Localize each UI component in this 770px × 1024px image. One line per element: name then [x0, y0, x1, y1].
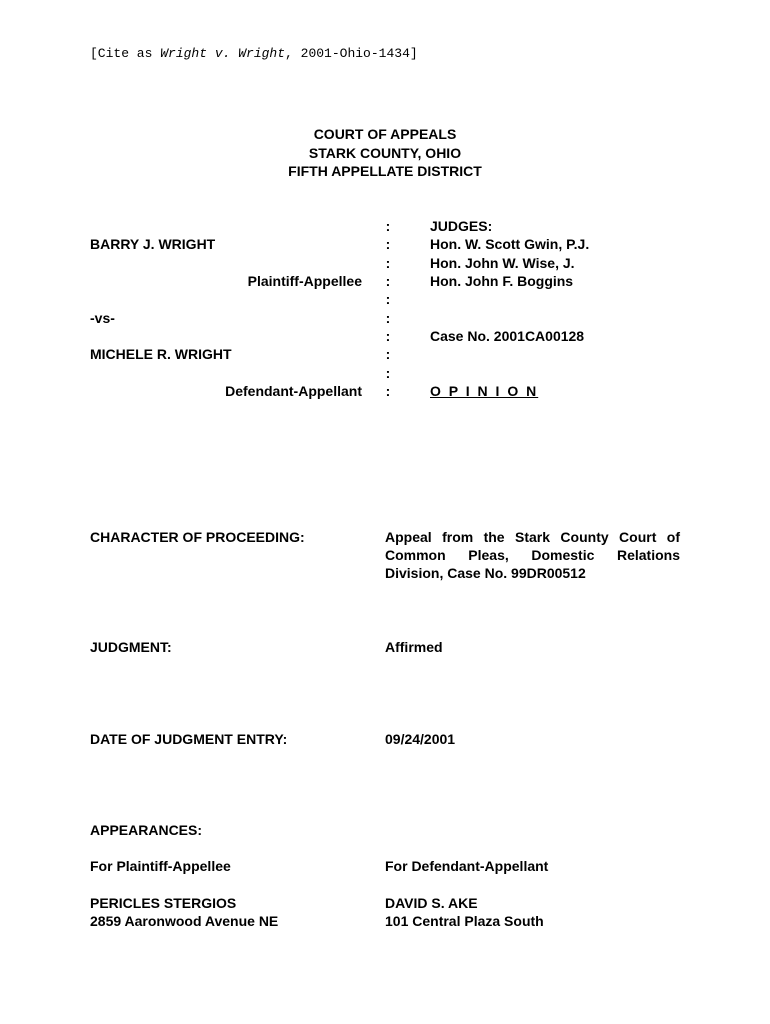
caption-colon: : — [385, 291, 391, 307]
caption-colon: : — [385, 273, 391, 289]
appearances-heading: APPEARANCES: — [90, 822, 203, 838]
plaintiff-counsel-heading: For Plaintiff-Appellee — [90, 858, 231, 874]
caption-colon: : — [385, 236, 391, 252]
caption-colon: : — [385, 310, 391, 326]
proceeding-value: Appeal from the Stark County Court of Common Pleas, Domestic Relations Division, Case No. 99DR00512 — [385, 529, 680, 581]
defendant-attorney-name: DAVID S. AKE — [385, 895, 478, 911]
caption-colon: : — [385, 218, 391, 234]
citation-case-name: Wright v. Wright — [160, 46, 286, 61]
defendant-attorney-address: 101 Central Plaza South — [385, 913, 544, 929]
plaintiff-name: BARRY J. WRIGHT — [90, 236, 216, 252]
caption-colon: : — [385, 346, 391, 362]
defendant-counsel-heading: For Defendant-Appellant — [385, 858, 549, 874]
plaintiff-attorney-name: PERICLES STERGIOS — [90, 895, 237, 911]
court-name: COURT OF APPEALS — [313, 126, 457, 142]
versus: -vs- — [90, 310, 115, 326]
defendant-role: Defendant-Appellant — [225, 383, 362, 399]
citation-prefix: [Cite as — [90, 46, 161, 61]
court-county: STARK COUNTY, OHIO — [308, 145, 462, 161]
entry-date-value: 09/24/2001 — [385, 731, 456, 747]
judgment-value: Affirmed — [385, 639, 443, 655]
plaintiff-attorney-address: 2859 Aaronwood Avenue NE — [90, 913, 279, 929]
entry-date-label: DATE OF JUDGMENT ENTRY: — [90, 731, 288, 747]
proceeding-label: CHARACTER OF PROCEEDING: — [90, 529, 305, 545]
judgment-label: JUDGMENT: — [90, 639, 172, 655]
judge-name: Hon. John W. Wise, J. — [430, 255, 575, 271]
judges-heading: JUDGES: — [430, 218, 493, 234]
caption-colon: : — [385, 365, 391, 381]
caption-colon: : — [385, 328, 391, 344]
citation-line — [90, 46, 418, 61]
citation-suffix: , 2001-Ohio-1434] — [285, 46, 418, 61]
caption-colon: : — [385, 255, 391, 271]
court-district: FIFTH APPELLATE DISTRICT — [288, 163, 482, 179]
defendant-name: MICHELE R. WRIGHT — [90, 346, 232, 362]
judge-name: Hon. W. Scott Gwin, P.J. — [430, 236, 590, 252]
case-number: Case No. 2001CA00128 — [430, 328, 585, 344]
opinion-title: O P I N I O N — [430, 383, 539, 399]
judge-name: Hon. John F. Boggins — [430, 273, 574, 289]
caption-colon: : — [385, 383, 391, 399]
plaintiff-role: Plaintiff-Appellee — [247, 273, 362, 289]
